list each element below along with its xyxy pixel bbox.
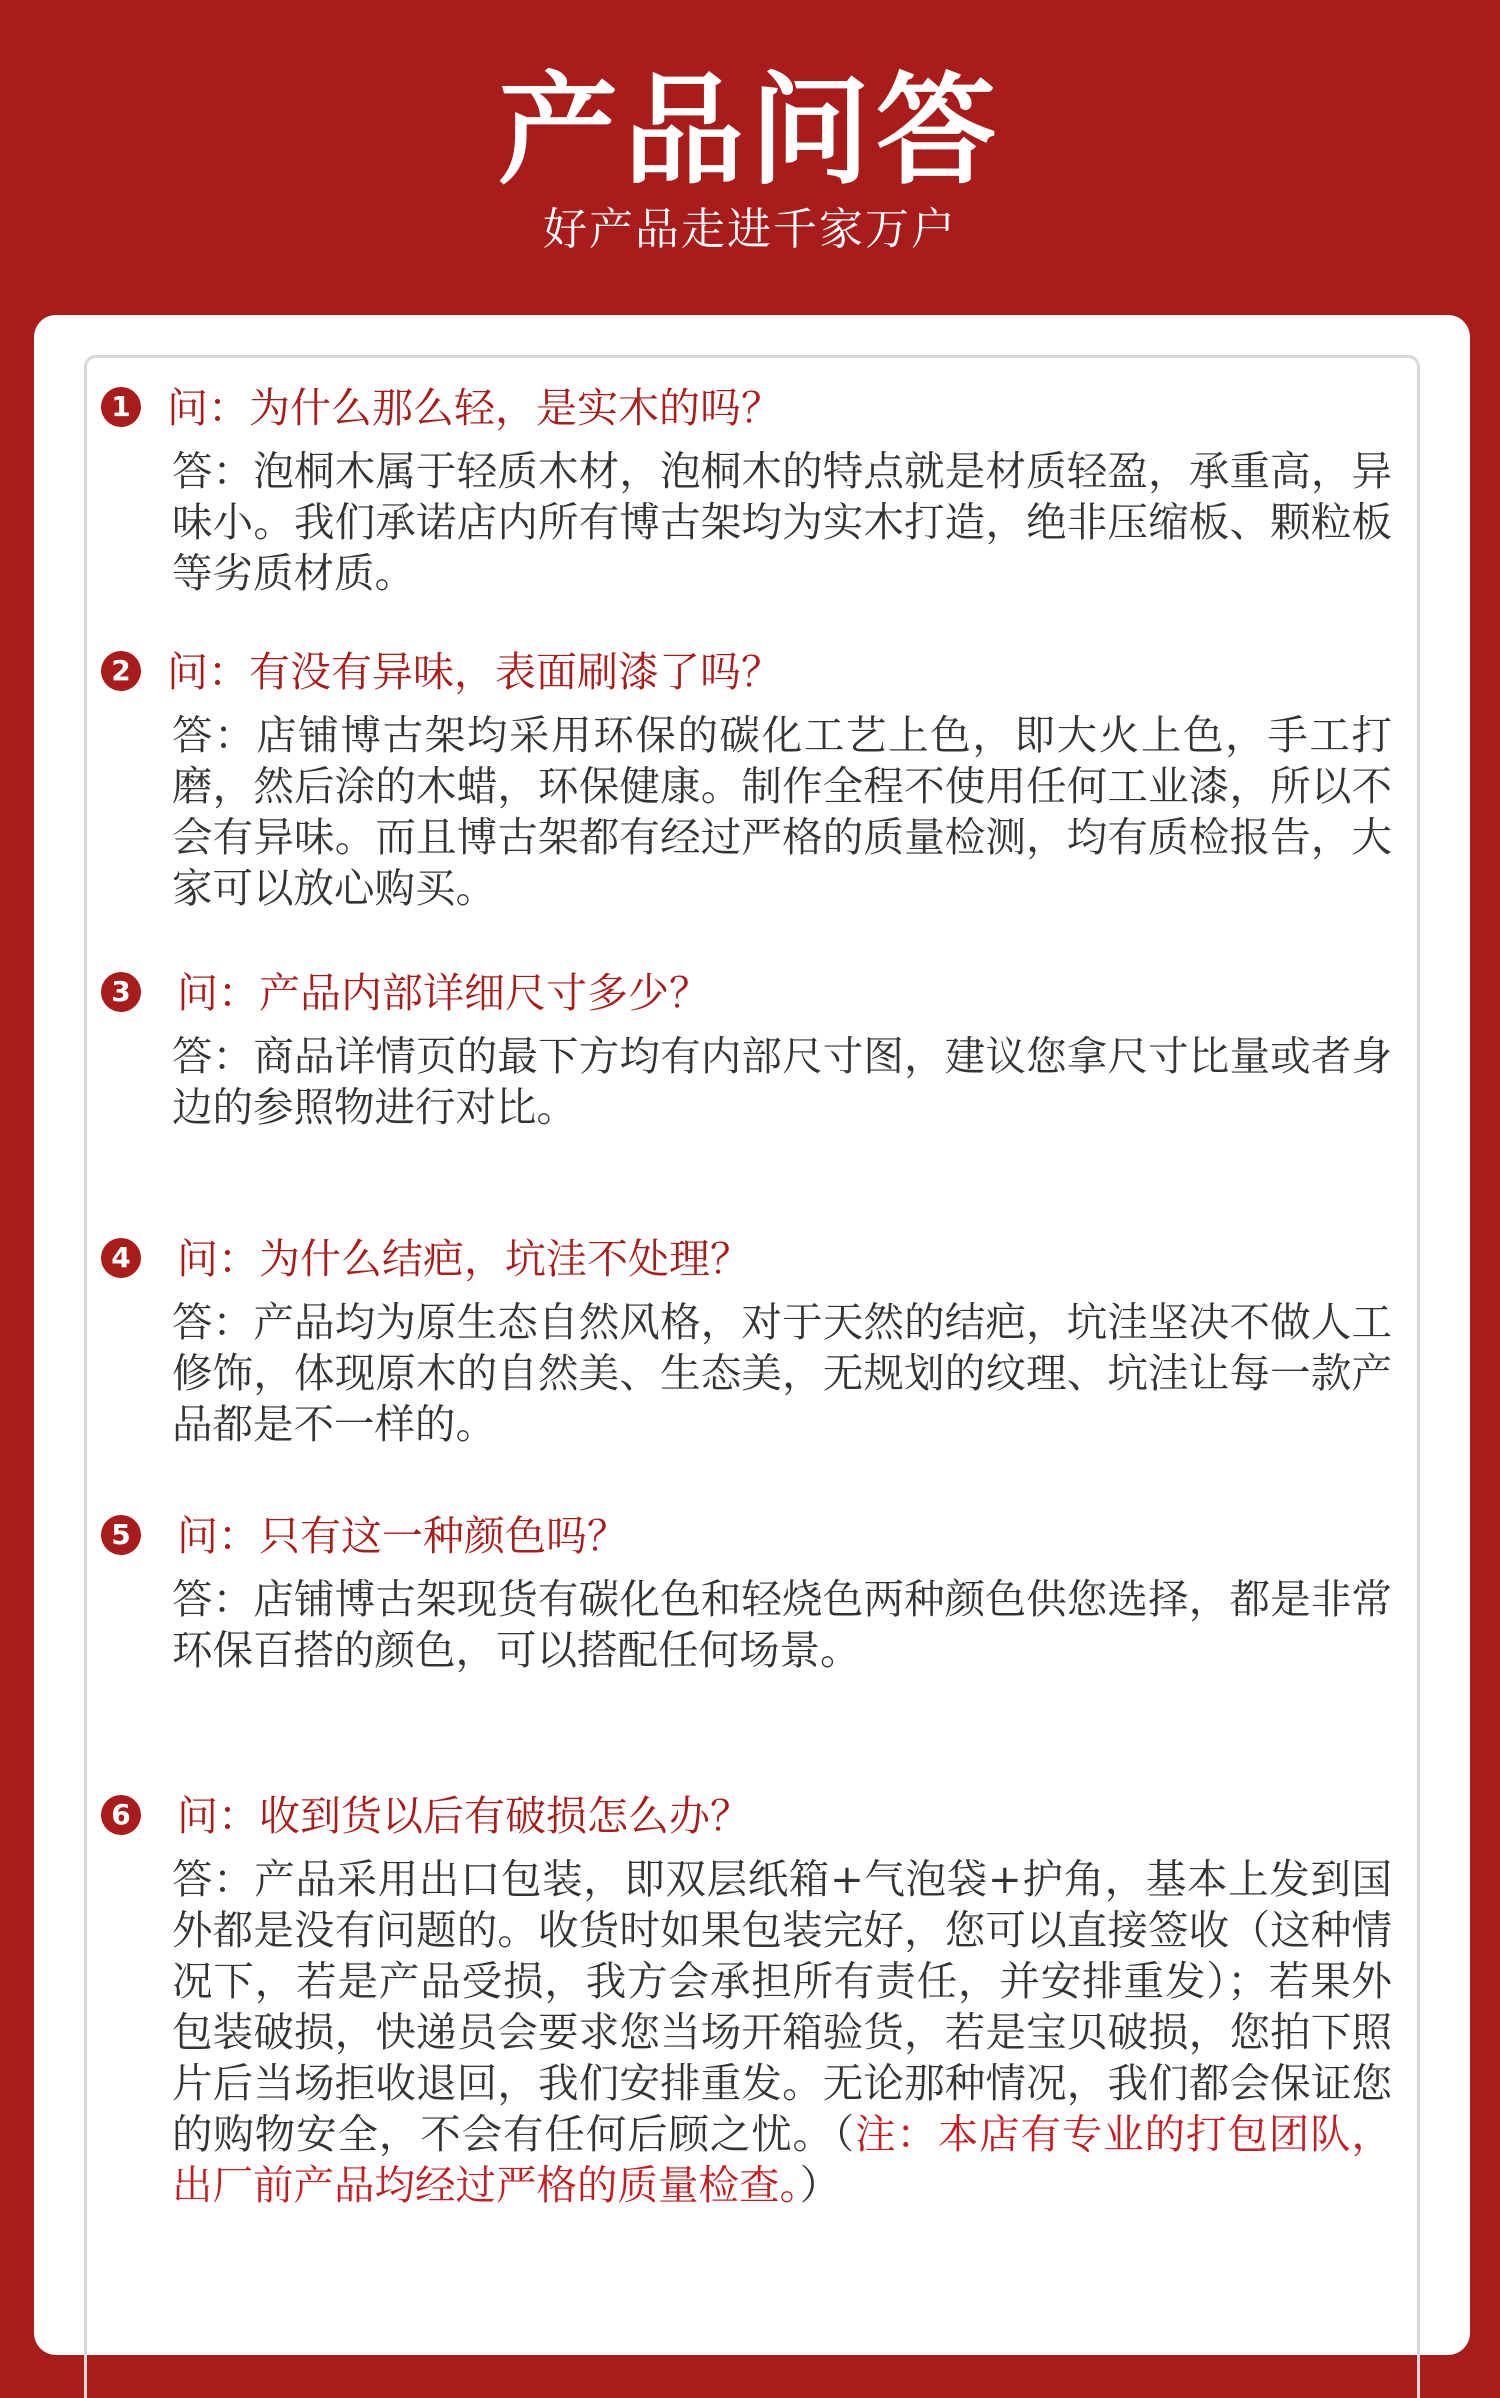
- question-text: 问：只有这一种颜色吗？: [177, 1512, 628, 1560]
- answer-note: 注：本店有专业的打包团队，出厂前产品均经过严格的质量检查。: [172, 2110, 1393, 2209]
- answer-text: [172, 1854, 1392, 2211]
- answer-text: 答：商品详情页的最下方均有内部尺寸图，建议您拿尺寸比量或者身边的参照物进行对比。: [172, 1032, 1392, 1131]
- answer-text: 答：产品均为原生态自然风格，对于天然的结疤，坑洼坚决不做人工修饰，体现原木的自然美、生态美，无规划的纹理、坑洼让每一款产品都是不一样的。: [172, 1298, 1392, 1448]
- question-row: [87, 378, 1417, 442]
- page-subtitle: 好产品走进千家万户: [543, 204, 957, 255]
- question-text: 问：有没有异味，表面刷漆了吗？: [167, 648, 782, 696]
- number-badge: 1: [101, 387, 141, 427]
- number-badge: 6: [101, 1795, 141, 1835]
- question-row: [87, 1229, 1417, 1293]
- number-badge: 3: [101, 972, 141, 1012]
- header: [0, 0, 1500, 315]
- answer-text: 答：店铺博古架均采用环保的碳化工艺上色，即大火上色，手工打磨，然后涂的木蜡，环保健康。制作全程不使用任何工业漆，所以不会有异味。而且博古架都有经过严格的质量检测，均有质检报告，大家可以放心购买。: [172, 711, 1392, 912]
- question-text: 问：收到货以后有破损怎么办？: [177, 1792, 751, 1840]
- question-text: 问：为什么结疤，坑洼不处理？: [177, 1235, 751, 1283]
- question-row: [87, 963, 1417, 1027]
- number-badge: 5: [101, 1515, 141, 1555]
- question-text: 问：为什么那么轻，是实木的吗？: [167, 384, 782, 432]
- number-badge: 2: [101, 651, 141, 691]
- page-title: 产品问答: [498, 62, 1002, 201]
- question-row: [87, 1506, 1417, 1570]
- qa-card: [34, 315, 1470, 2355]
- question-row: [87, 1786, 1417, 1850]
- question-text: 问：产品内部详细尺寸多少？: [177, 969, 710, 1017]
- number-badge: 4: [101, 1238, 141, 1278]
- qa-box: [84, 355, 1420, 2398]
- answer-text: 答：泡桐木属于轻质木材，泡桐木的特点就是材质轻盈，承重高，异味小。我们承诺店内所有博古架均为实木打造，绝非压缩板、颗粒板等劣质材质。: [172, 447, 1392, 597]
- answer-body: 答：产品采用出口包装，即双层纸箱+气泡袋+护角，基本上发到国外都是没有问题的。收货时如果包装完好，您可以直接签收（这种情况下，若是产品受损，我方会承担所有责任，并安排重发）；若果外包装破损，快递员会要求您当场开箱验货，若是宝贝破损，您拍下照片后当场拒收退回，我们安排重发。无论那种情况，我们都会保证您的购物安全，不会有任何后顾之忧。（: [172, 1855, 1392, 2158]
- question-row: [87, 642, 1417, 706]
- answer-text: 答：店铺博古架现货有碳化色和轻烧色两种颜色供您选择，都是非常环保百搭的颜色，可以搭配任何场景。: [172, 1575, 1392, 1674]
- answer-end: ）: [799, 2161, 841, 2209]
